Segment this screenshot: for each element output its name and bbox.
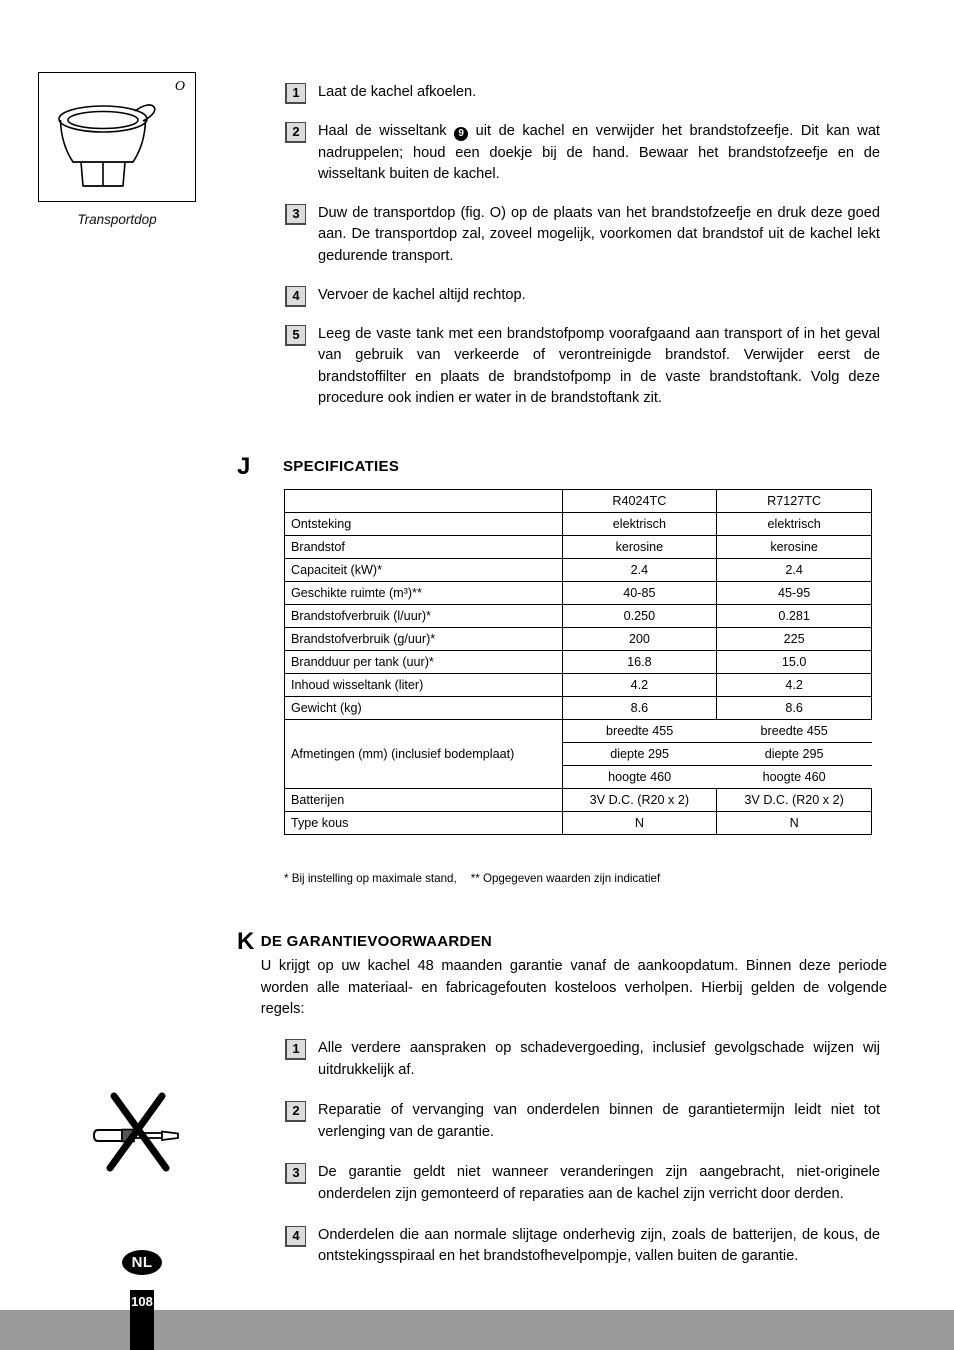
table-cell-value-model2: elektrisch: [717, 513, 872, 536]
crossed-out-screwdriver-icon: [92, 1092, 184, 1176]
list-item: [285, 1162, 880, 1205]
dimension-line: hoogte 460: [563, 766, 717, 789]
table-cell-value-model2: 8.6: [717, 697, 872, 720]
specifications-table: [284, 489, 872, 835]
table-cell-value-model2: 4.2: [717, 674, 872, 697]
table-cell-value-model1: 3V D.C. (R20 x 2): [562, 789, 717, 812]
table-cell-value-model1: 4.2: [562, 674, 717, 697]
table-cell-value-model1: 200: [562, 628, 717, 651]
table-row: [285, 628, 872, 651]
warranty-number-badge: 1: [285, 1039, 306, 1060]
table-cell-label: Inhoud wisseltank (liter): [285, 674, 563, 697]
dimension-line: hoogte 460: [717, 766, 872, 789]
warranty-number-badge: 2: [285, 1101, 306, 1122]
table-cell-label: Batterijen: [285, 789, 563, 812]
section-heading-specificaties: [237, 455, 399, 479]
list-item: [285, 203, 880, 268]
warranty-number-badge: 4: [285, 1226, 306, 1247]
section-title: DE GARANTIEVOORWAARDEN: [260, 933, 493, 950]
table-cell-value-model2: 0.281: [717, 605, 872, 628]
table-cell-value-model2: 2.4: [717, 559, 872, 582]
table-cell-value-model1: 0.250: [562, 605, 717, 628]
section-heading-garantievoorwaarden: [237, 930, 887, 1021]
warranty-text: Onderdelen die aan normale slijtage onderhevig zijn, zoals de batterijen, de kous, de ontstekingsspiraal en het brandstofhevelpompje, vallen buiten de garantie.: [318, 1226, 880, 1265]
table-row: [285, 536, 872, 559]
transport-cap-drawing: [47, 91, 189, 195]
table-cell-value-model1: 40-85: [562, 582, 717, 605]
warranty-text: Reparatie of vervanging van onderdelen binnen de garantietermijn leidt niet tot verlenging van de garantie.: [318, 1102, 880, 1140]
table-row: [285, 674, 872, 697]
warranty-number-badge: 3: [285, 1163, 306, 1184]
table-row-dimensions: [285, 720, 872, 789]
table-cell-dimensions-model1: [562, 720, 717, 789]
list-item: [285, 1225, 880, 1268]
table-row: [285, 789, 872, 812]
footnote-first: * Bij instelling op maximale stand,: [284, 872, 457, 885]
table-cell-value-model1: N: [562, 812, 717, 835]
step-number-badge: 3: [285, 204, 306, 225]
table-cell-value-model2: N: [717, 812, 872, 835]
table-cell-value-model1: 16.8: [562, 651, 717, 674]
page-number: 108: [130, 1290, 154, 1350]
section-body: [261, 930, 887, 1021]
table-cell-label: Ontsteking: [285, 513, 563, 536]
footnote-second: ** Opgegeven waarden zijn indicatief: [470, 872, 661, 885]
table-cell-label: Brandstof: [285, 536, 563, 559]
transport-cap-figure-box: [38, 72, 196, 202]
table-cell-value-model1: kerosine: [562, 536, 717, 559]
step-number-badge: 1: [285, 83, 306, 104]
figure-letter-label: O: [174, 79, 185, 94]
dimension-line: breedte 455: [563, 720, 717, 743]
step-text: Duw de transportdop (fig. O) op de plaats van het brandstofzeefje en druk deze goed aan. De transportdop zal, zoveel mogelijk, voorkomen dat brandstof uit de kachel lekt gedurende transport.: [318, 204, 880, 264]
table-cell-label: Geschikte ruimte (m³)**: [285, 582, 563, 605]
table-header-cell-blank: [285, 490, 563, 513]
step-text-before-marker: Haal de wisseltank: [318, 123, 455, 139]
table-cell-dimensions-model2: [717, 720, 872, 789]
table-cell-label: Brandduur per tank (uur)*: [285, 651, 563, 674]
step-number-badge: 4: [285, 286, 306, 307]
dimension-line: breedte 455: [717, 720, 872, 743]
table-cell-value-model1: 8.6: [562, 697, 717, 720]
language-badge-nl: NL: [122, 1250, 162, 1275]
step-text: Leeg de vaste tank met een brandstofpomp voorafgaand aan transport of in het geval van gebruik van verkeerde of verontreinigde brandstof. Verwijder eerst de brandstoffilter en plaats de brandstofpomp in de vaste brandstoftank. Volg deze procedure ook indien er water in de brandstoftank zit.: [318, 325, 880, 407]
list-item: [285, 1038, 880, 1081]
table-header-cell-model1: R4024TC: [562, 490, 717, 513]
table-cell-label: Capaciteit (kW)*: [285, 559, 563, 582]
section-letter: J: [237, 453, 251, 480]
transport-steps-list: [285, 82, 880, 427]
list-item: [285, 285, 880, 307]
table-cell-value-model2: 15.0: [717, 651, 872, 674]
warranty-text: Alle verdere aanspraken op schadevergoeding, inclusief gevolgschade wijzen wij uitdrukkelijk af.: [318, 1040, 880, 1078]
table-row: [285, 559, 872, 582]
table-cell-value-model2: 3V D.C. (R20 x 2): [717, 789, 872, 812]
table-cell-label: Type kous: [285, 812, 563, 835]
table-row: [285, 582, 872, 605]
warranty-text: De garantie geldt niet wanneer veranderingen zijn aangebracht, niet-originele onderdelen zijn gemonteerd of reparaties aan de kachel zijn verricht door derden.: [318, 1164, 880, 1202]
table-cell-value-model1: 2.4: [562, 559, 717, 582]
table-footnote: [284, 872, 660, 885]
dimension-line: diepte 295: [717, 743, 872, 766]
warranty-rules-list: [285, 1038, 880, 1287]
figure-caption: Transportdop: [77, 212, 157, 227]
table-cell-label: Gewicht (kg): [285, 697, 563, 720]
table-cell-value-model2: 45-95: [717, 582, 872, 605]
table-cell-value-model2: 225: [717, 628, 872, 651]
step-text: Vervoer de kachel altijd rechtop.: [318, 286, 526, 303]
list-item: [285, 121, 880, 186]
table-cell-label-dimensions: Afmetingen (mm) (inclusief bodemplaat): [285, 720, 563, 789]
list-item: [285, 1100, 880, 1143]
table-cell-label: Brandstofverbruik (g/uur)*: [285, 628, 563, 651]
list-item: [285, 82, 880, 104]
table-header-row: [285, 490, 872, 513]
list-item: [285, 324, 880, 410]
section-intro-paragraph: U krijgt op uw kachel 48 maanden garantie vanaf de aankoopdatum. Binnen deze periode worden alle materiaal- en fabricagefouten kosteloos verholpen. Hierbij gelden de volgende regels:: [260, 958, 887, 1018]
section-letter: K: [237, 928, 255, 955]
table-header-cell-model2: R7127TC: [717, 490, 872, 513]
table-row: [285, 513, 872, 536]
table-cell-label: Brandstofverbruik (l/uur)*: [285, 605, 563, 628]
step-text-after-marker: uit de kachel en verwijder het brandstofzeefje. Dit kan wat nadruppelen; houd een doekje bij de hand. Bewaar het brandstofzeefje en de wisseltank buiten de kachel.: [318, 123, 880, 183]
step-number-badge: 2: [285, 122, 306, 143]
table-row: [285, 697, 872, 720]
step-text: Laat de kachel afkoelen.: [318, 84, 477, 100]
section-title: SPECIFICATIES: [283, 458, 400, 475]
table-cell-value-model1: elektrisch: [562, 513, 717, 536]
step-text: [318, 121, 880, 186]
step-number-badge: 5: [285, 325, 306, 346]
dimension-line: diepte 295: [563, 743, 717, 766]
table-cell-value-model2: kerosine: [717, 536, 872, 559]
part-reference-marker-icon: 9: [454, 127, 468, 141]
table-row: [285, 651, 872, 674]
table-row: [285, 812, 872, 835]
table-row: [285, 605, 872, 628]
